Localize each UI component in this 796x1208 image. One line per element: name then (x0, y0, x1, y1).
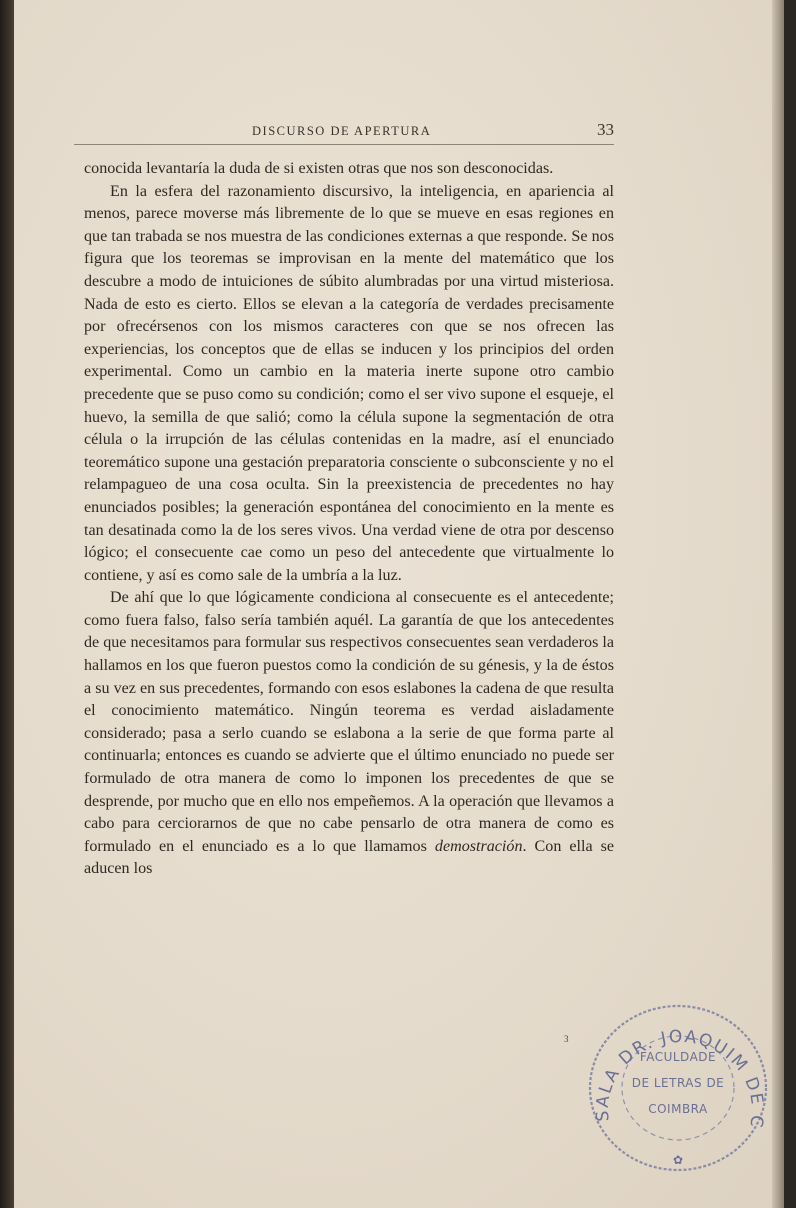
emphasis-term: demostración (434, 837, 523, 855)
paragraph-3-text: De ahí que lo que lógicamente condiciona al consecuente es el antecedente; como fuera falso, falso sería también aquél. La garantía de que los antecedentes de que necesitamos para formular sus respectivos consecuentes sean verdaderos la hallamos en los que fueron puestos como la condición de su génesis, y la de éstos a su vez en sus precedentes, formando con esos eslabones la cadena de que resulta el conocimiento matemático. Ningún teorema es verdad aisladamente considerado; pasa a serlo cuando se eslabona a la serie de que forma parte al continuarla; entonces es cuando se advierte que el último enunciado no puede ser formulado de otra manera de como lo imponen los precedentes de que se desprende, por mucho que en ello nos empeñemos. A la operación que llevamos a cabo para cerciorarnos de que no cabe pensarlo de otra manera de como es formulado en el enunciado es a lo que llamamos (84, 589, 614, 855)
stamp-line-2: DE LETRAS DE (631, 1076, 725, 1090)
stamp-flower-icon: ✿ (672, 1153, 684, 1167)
running-head: DISCURSO DE APERTURA (252, 124, 432, 138)
page-header (74, 120, 614, 146)
signature-mark: 3 (564, 1034, 569, 1044)
library-stamp (580, 996, 776, 1176)
paragraph-3-tail: . Con ella se aducen los (84, 837, 615, 878)
document-page (14, 0, 784, 1208)
stamp-line-3: COIMBRA (648, 1102, 708, 1116)
body-text (84, 158, 614, 881)
stamp-ring-path: SALA DR. JOAQUIM DE C (592, 1026, 768, 1131)
page-number: 33 (597, 120, 614, 139)
paragraph-3 (84, 587, 614, 881)
paragraph-1: conocida levantaría la duda de si existen otras que nos son desconocidas. (84, 160, 554, 177)
stamp-line-1: FACULDADE (639, 1050, 717, 1064)
paragraph-2: En la esfera del razonamiento discursivo, la inteligencia, en apariencia al menos, parece moverse más libremente de lo que se mueve en esas regiones en que tan trabada se nos muestra de las condiciones externas a que responde. Se nos figura que los teoremas se improvisan en la mente del matemático que los descubre a modo de intuiciones de súbito alumbradas por una virtud misteriosa. Nada de esto es cierto. Ellos se elevan a la categoría de verdades precisamente por ofrecérsenos con los mismos caracteres con que se nos ofrecen las experiencias, los conceptos que de ellas se inducen y los principios del orden experimental. Como un cambio en la materia inerte supone otro cambio precedente que se puso como su condición; como el ser vivo supone el esqueje, el huevo, la semilla de que salió; como la célula supone la segmentación de otra célula o la irrupción de las células contenidas en la madre, así el enunciado teoremático supone una gestación preparatoria consciente o subconsciente y no el relampagueo de una cosa oculta. Sin la preexistencia de precedentes no hay enunciados posibles; la generación espontánea del conocimiento en la mente es tan desatinada como la de los seres vivos. Una verdad viene de otra por descenso lógico; el consecuente cae como un peso del antecedente que virtualmente lo contiene, y así es como sale de la umbría a la luz. (84, 182, 614, 584)
header-rule (74, 144, 614, 145)
stamp-inner-text (628, 1044, 728, 1122)
page-left-shadow (0, 0, 14, 1208)
